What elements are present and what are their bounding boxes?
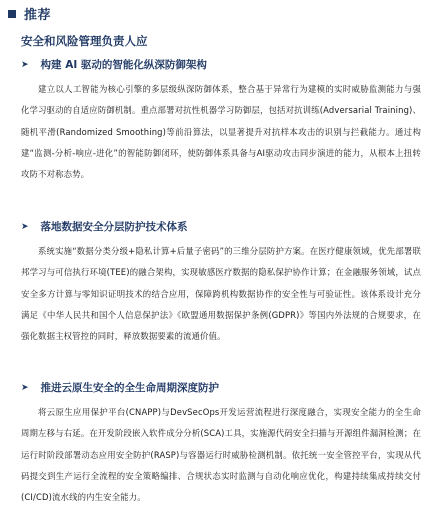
recommendation-title-text: 构建 AI 驱动的智能化纵深防御架构	[40, 59, 207, 71]
arrow-bullet-icon: ➤	[21, 382, 29, 393]
recommendation-title-2	[21, 219, 188, 234]
section-heading-text: 推荐	[24, 8, 52, 23]
square-bullet-icon	[8, 10, 16, 18]
arrow-bullet-icon: ➤	[21, 59, 29, 70]
recommendation-title-text: 推进云原生安全的全生命周期深度防护	[40, 382, 220, 394]
recommendation-body-3: 将云原生应用保护平台(CNAPP)与DevSecOps开发运营流程进行深度融合，实现安全能力的全生命周期左移与右延。在开发阶段嵌入软件成分分析(SCA)工具，实施源代码安全扫描与开源组件漏洞检测；在运行时阶段部署动态应用安全防护(RASP)与容器运行时威胁检测机制。依托统一安全管控平台，实现从代码提交到生产运行全流程的安全策略编排、合规状态实时监测与自动化响应优化，构建持续集成持续交付(CI/CD)流水线的内生安全能力。	[21, 407, 421, 503]
recommendation-title-1	[21, 57, 207, 72]
subheading: 安全和风险管理负责人应	[21, 34, 148, 48]
recommendation-body-2: 系统实施“数据分类分级+隐私计算+后量子密码”的三维分层防护方案。在医疗健康领域，优先部署联邦学习与可信执行环境(TEE)的融合架构，实现敏感医疗数据的隐私保护协作计算；在金融服务领域，试点安全多方计算与零知识证明技术的结合应用，保障跨机构数据协作的安全性与可验证性。该体系设计充分满足《中华人民共和国个人信息保护法》《欧盟通用数据保护条例(GDPR)》等国内外法规的合规要求，在强化数据主权管控的同时，释放数据要素的流通价值。	[21, 246, 421, 342]
recommendation-body-1: 建立以人工智能为核心引擎的多层级纵深防御体系，整合基于异常行为建模的实时威胁监测能力与强化学习驱动的自适应防御机制。重点部署对抗性机器学习防御层，包括对抗训练(Adversarial Training)、随机平滑(Randomized Smoothing)等前沿算法，以显著提升对抗样本攻击的识别与拦截能力。通过构建“监测-分析-响应-进化”的智能防御闭环，使防御体系具备与AI驱动攻击同步演进的能力，从根本上扭转攻防不对称态势。	[21, 84, 421, 180]
recommendation-title-3	[21, 380, 219, 395]
recommendation-title-text: 落地数据安全分层防护技术体系	[40, 221, 188, 233]
arrow-bullet-icon: ➤	[21, 221, 29, 232]
section-heading	[8, 4, 51, 23]
